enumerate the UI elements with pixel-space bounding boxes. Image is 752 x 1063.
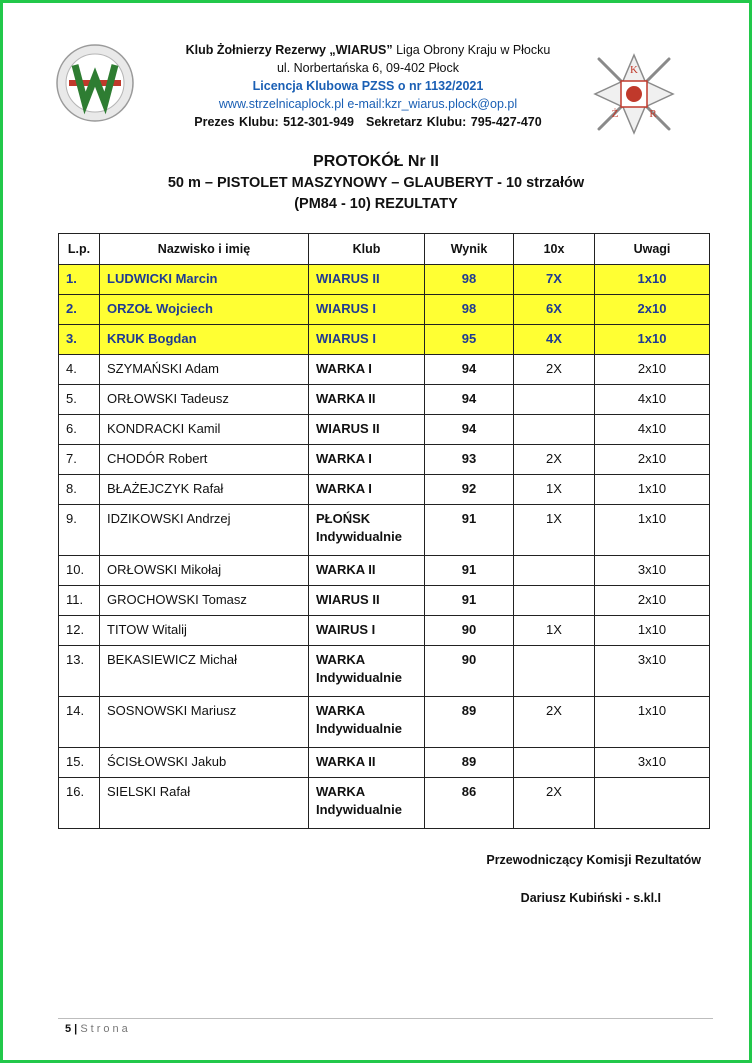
table-row	[59, 748, 710, 778]
cell-notes: 4x10	[595, 385, 710, 415]
cell-score: 98	[425, 265, 514, 295]
cell-10x: 4X	[514, 325, 595, 355]
cell-notes: 2x10	[595, 355, 710, 385]
table-row	[59, 295, 710, 325]
cell-score: 94	[425, 385, 514, 415]
cell-score: 90	[425, 646, 514, 697]
cell-notes: 1x10	[595, 265, 710, 295]
cell-score: 94	[425, 415, 514, 445]
cell-10x: 2X	[514, 778, 595, 829]
header-club: Klub	[309, 234, 425, 265]
cell-name: IDZIKOWSKI Andrzej	[100, 505, 309, 556]
cell-lp: 3.	[59, 325, 100, 355]
club-name: WIARUS II	[316, 271, 380, 286]
cell-lp: 1.	[59, 265, 100, 295]
cell-score: 92	[425, 475, 514, 505]
cell-10x	[514, 556, 595, 586]
cell-name: BEKASIEWICZ Michał	[100, 646, 309, 697]
club-name: WARKA I	[316, 451, 372, 466]
page-number: 5	[65, 1023, 72, 1035]
footer-word: Strona	[80, 1023, 131, 1035]
table-row	[59, 445, 710, 475]
table-row	[59, 265, 710, 295]
cell-10x: 7X	[514, 265, 595, 295]
cell-name: GROCHOWSKI Tomasz	[100, 586, 309, 616]
cell-notes	[595, 778, 710, 829]
table-row	[59, 415, 710, 445]
cell-name: LUDWICKI Marcin	[100, 265, 309, 295]
club-name: WARKA	[316, 784, 366, 799]
cell-club	[309, 556, 425, 586]
cell-score: 95	[425, 325, 514, 355]
club-name: WARKA	[316, 703, 366, 718]
cell-lp: 16.	[59, 778, 100, 829]
cell-name: SZYMAŃSKI Adam	[100, 355, 309, 385]
results-table	[58, 233, 710, 829]
cell-score: 86	[425, 778, 514, 829]
header-lp: L.p.	[59, 234, 100, 265]
cell-10x: 2X	[514, 355, 595, 385]
cell-lp: 11.	[59, 586, 100, 616]
club-logo-kzr	[591, 51, 677, 137]
club-name: WARKA	[316, 652, 366, 667]
org-name: Klub Żołnierzy Rezerwy „WIARUS” Liga Obrony Kraju w Płocku	[185, 43, 551, 57]
cell-club	[309, 646, 425, 697]
cell-club	[309, 325, 425, 355]
cell-10x: 2X	[514, 697, 595, 748]
cell-lp: 13.	[59, 646, 100, 697]
cell-lp: 8.	[59, 475, 100, 505]
cell-score: 89	[425, 748, 514, 778]
svg-text:Ż: Ż	[611, 108, 619, 120]
cell-club	[309, 505, 425, 556]
title-line-3: (PM84 - 10) REZULTATY	[294, 196, 458, 212]
cell-club	[309, 616, 425, 646]
table-row	[59, 697, 710, 748]
club-category: Indywidualnie	[316, 802, 402, 817]
cell-name: ŚCISŁOWSKI Jakub	[100, 748, 309, 778]
footer-divider	[58, 1018, 713, 1019]
cell-10x: 6X	[514, 295, 595, 325]
organization-header	[143, 41, 593, 131]
cell-lp: 15.	[59, 748, 100, 778]
cell-club	[309, 415, 425, 445]
cell-notes: 1x10	[595, 325, 710, 355]
header-notes: Uwagi	[595, 234, 710, 265]
cell-10x	[514, 748, 595, 778]
club-name: WARKA I	[316, 361, 372, 376]
cell-lp: 6.	[59, 415, 100, 445]
cell-club	[309, 697, 425, 748]
header-score: Wynik	[425, 234, 514, 265]
cell-club	[309, 748, 425, 778]
title-line-2: 50 m – PISTOLET MASZYNOWY – GLAUBERYT - 10 strzałów	[167, 175, 585, 191]
cell-name: ORŁOWSKI Mikołaj	[100, 556, 309, 586]
org-contact: www.strzelnicaplock.pl e-mail:kzr_wiarus.plock@op.pl	[218, 97, 518, 111]
table-row	[59, 385, 710, 415]
svg-text:K: K	[630, 64, 638, 76]
cell-notes: 3x10	[595, 556, 710, 586]
table-row	[59, 586, 710, 616]
club-name: WARKA I	[316, 481, 372, 496]
club-category: Indywidualnie	[316, 670, 402, 685]
cell-club	[309, 475, 425, 505]
header-name: Nazwisko i imię	[100, 234, 309, 265]
page-footer	[65, 1023, 131, 1035]
cell-notes: 2x10	[595, 295, 710, 325]
cell-10x	[514, 415, 595, 445]
cell-name: CHODÓR Robert	[100, 445, 309, 475]
club-name: WIARUS II	[316, 592, 380, 607]
cell-notes: 1x10	[595, 616, 710, 646]
cell-name: ORŁOWSKI Tadeusz	[100, 385, 309, 415]
cell-lp: 5.	[59, 385, 100, 415]
table-row	[59, 778, 710, 829]
cell-notes: 3x10	[595, 748, 710, 778]
club-logo-wiarus	[55, 43, 135, 123]
cell-club	[309, 586, 425, 616]
table-row	[59, 505, 710, 556]
cell-club	[309, 385, 425, 415]
club-name: WIARUS I	[316, 331, 376, 346]
cell-score: 90	[425, 616, 514, 646]
club-name: WAIRUS I	[316, 622, 376, 637]
table-row	[59, 355, 710, 385]
cell-name: SIELSKI Rafał	[100, 778, 309, 829]
cell-notes: 1x10	[595, 505, 710, 556]
cell-name: ORZOŁ Wojciech	[100, 295, 309, 325]
cell-score: 89	[425, 697, 514, 748]
cell-name: TITOW Witalij	[100, 616, 309, 646]
cell-notes: 1x10	[595, 475, 710, 505]
club-name: WIARUS I	[316, 301, 376, 316]
club-category: Indywidualnie	[316, 721, 402, 736]
table-row	[59, 556, 710, 586]
club-category: Indywidualnie	[316, 529, 402, 544]
cell-notes: 1x10	[595, 697, 710, 748]
cell-lp: 12.	[59, 616, 100, 646]
cell-10x	[514, 586, 595, 616]
footer-separator: |	[71, 1023, 81, 1035]
cell-lp: 14.	[59, 697, 100, 748]
signature-role: Przewodniczący Komisji Rezultatów	[486, 853, 701, 867]
cell-name: KONDRACKI Kamil	[100, 415, 309, 445]
club-name: WARKA II	[316, 562, 376, 577]
cell-lp: 9.	[59, 505, 100, 556]
cell-club	[309, 265, 425, 295]
cell-notes: 3x10	[595, 646, 710, 697]
cell-club	[309, 778, 425, 829]
cell-name: SOSNOWSKI Mariusz	[100, 697, 309, 748]
cell-club	[309, 295, 425, 325]
cell-score: 94	[425, 355, 514, 385]
club-name: WARKA II	[316, 754, 376, 769]
table-row	[59, 646, 710, 697]
club-name: PŁOŃSK	[316, 511, 371, 526]
cell-10x: 1X	[514, 505, 595, 556]
cell-10x	[514, 646, 595, 697]
cell-10x: 1X	[514, 616, 595, 646]
cell-score: 93	[425, 445, 514, 475]
protocol-title	[3, 151, 749, 215]
svg-text:R: R	[649, 108, 657, 120]
cell-name: BŁAŻEJCZYK Rafał	[100, 475, 309, 505]
signature-name: Dariusz Kubiński - s.kl.I	[520, 891, 661, 905]
cell-lp: 4.	[59, 355, 100, 385]
cell-notes: 2x10	[595, 586, 710, 616]
cell-lp: 7.	[59, 445, 100, 475]
cell-score: 98	[425, 295, 514, 325]
cell-10x: 2X	[514, 445, 595, 475]
cell-club	[309, 355, 425, 385]
table-row	[59, 616, 710, 646]
cell-score: 91	[425, 556, 514, 586]
cell-notes: 4x10	[595, 415, 710, 445]
club-name: WIARUS II	[316, 421, 380, 436]
cell-10x: 1X	[514, 475, 595, 505]
org-address: ul. Norbertańska 6, 09-402 Płock	[276, 61, 460, 75]
title-line-1: PROTOKÓŁ Nr II	[313, 153, 439, 170]
club-name: WARKA II	[316, 391, 376, 406]
cell-lp: 10.	[59, 556, 100, 586]
cell-lp: 2.	[59, 295, 100, 325]
cell-10x	[514, 385, 595, 415]
cell-score: 91	[425, 505, 514, 556]
table-row	[59, 325, 710, 355]
org-license: Licencja Klubowa PZSS o nr 1132/2021	[252, 79, 484, 93]
cell-notes: 2x10	[595, 445, 710, 475]
org-phones: Prezes Klubu: 512-301-949 Sekretarz Klubu: 795-427-470	[194, 115, 542, 129]
cell-score: 91	[425, 586, 514, 616]
cell-club	[309, 445, 425, 475]
cell-name: KRUK Bogdan	[100, 325, 309, 355]
header-10x: 10x	[514, 234, 595, 265]
table-header-row	[59, 234, 710, 265]
table-row	[59, 475, 710, 505]
